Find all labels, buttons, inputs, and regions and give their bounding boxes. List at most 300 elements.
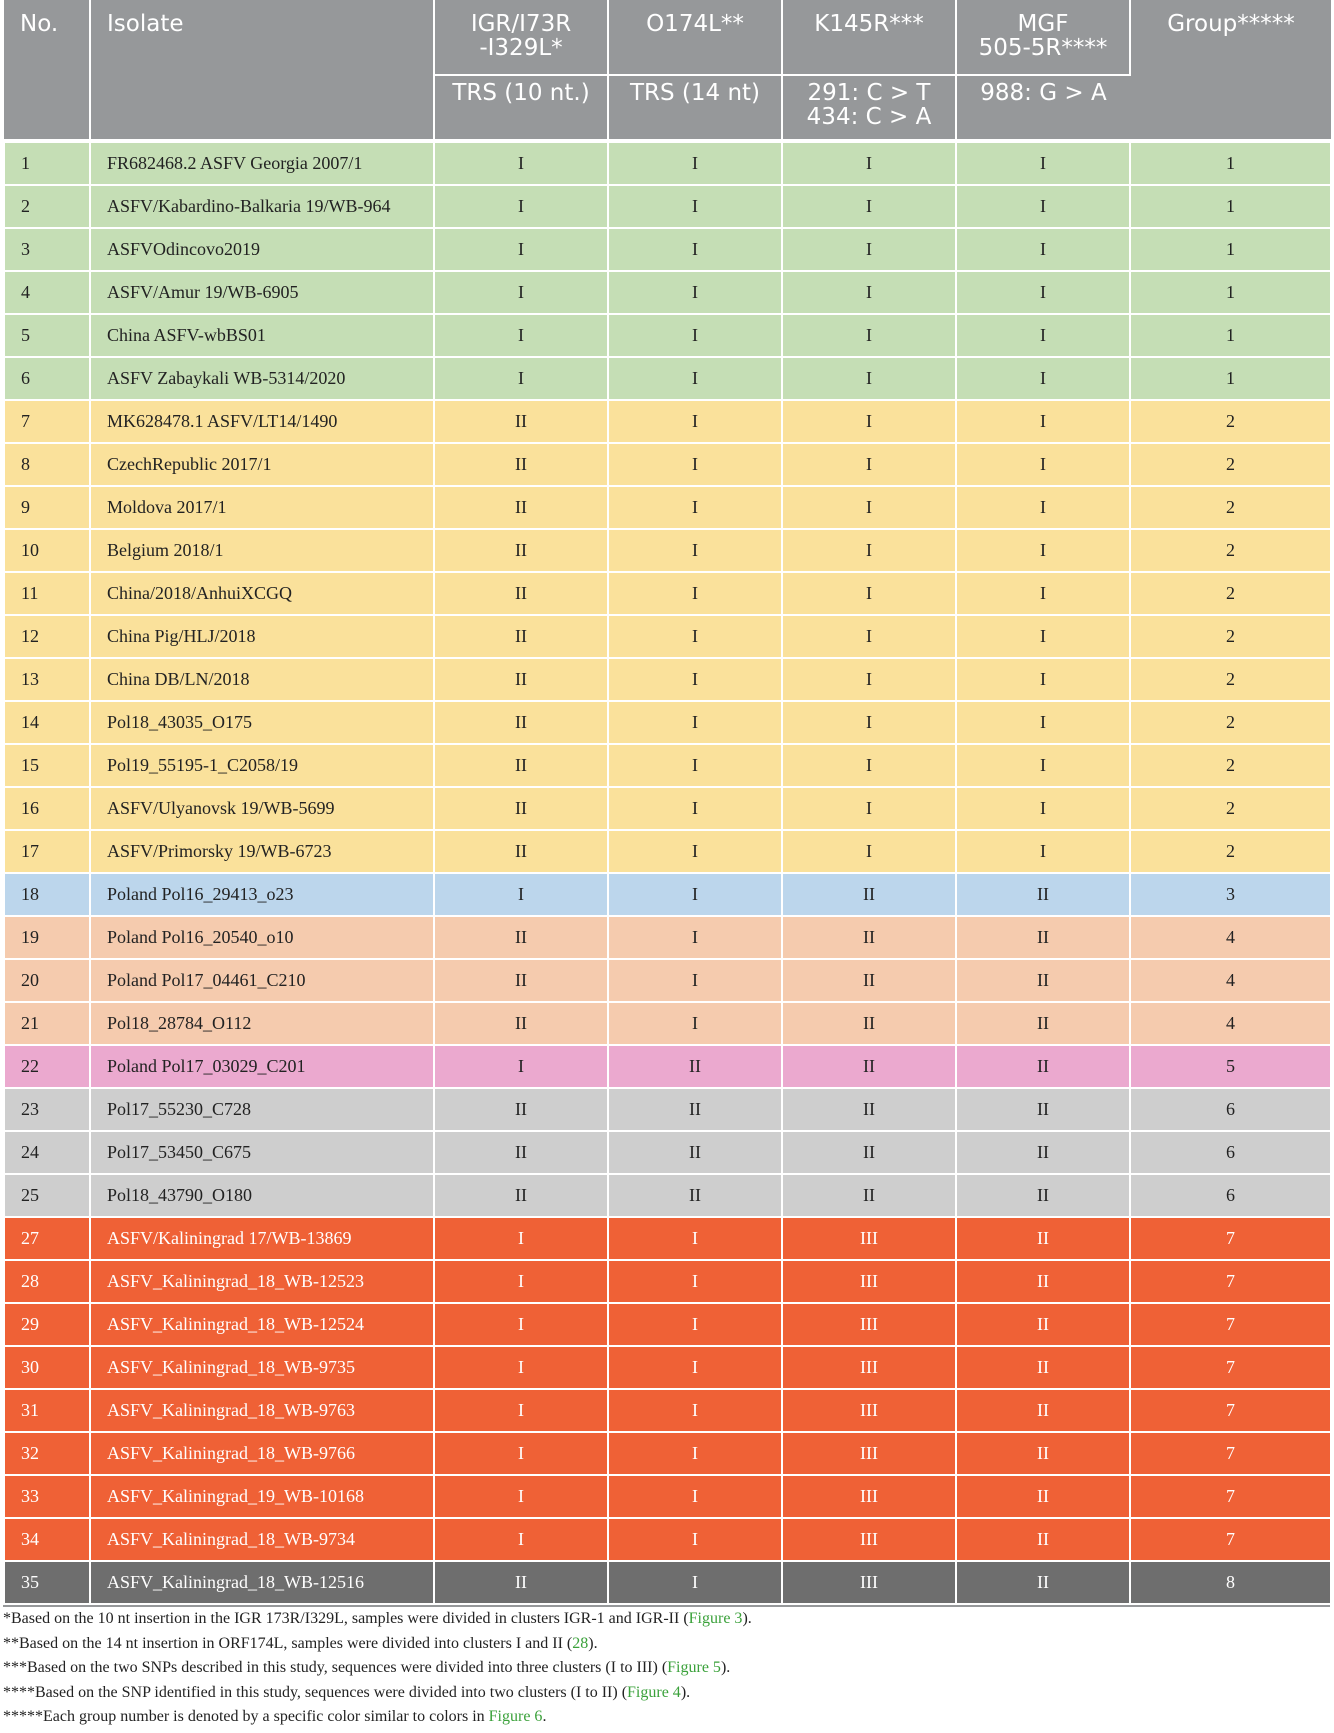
cell-o174l: I <box>608 787 782 830</box>
cell-no: 24 <box>4 1131 90 1174</box>
cell-k145r: I <box>782 443 956 486</box>
cell-isolate: ASFV/Amur 19/WB-6905 <box>90 271 434 314</box>
footnote-1: *Based on the 10 nt insertion in the IGR 173R/I329L, samples were divided in clusters IGR-1 and IGR-II (Figure 3). <box>3 1610 752 1627</box>
cell-o174l: I <box>608 529 782 572</box>
cell-isolate: ASFV_Kaliningrad_18_WB-9734 <box>90 1518 434 1561</box>
cell-o174l: I <box>608 486 782 529</box>
cell-o174l: I <box>608 1217 782 1260</box>
header-k145r: K145R*** <box>782 0 956 75</box>
cell-igr: II <box>434 615 608 658</box>
table-row <box>4 314 1331 357</box>
footnotes <box>3 1607 1330 1730</box>
cell-k145r: III <box>782 1518 956 1561</box>
cell-mgf: I <box>956 658 1130 701</box>
cell-igr: I <box>434 185 608 228</box>
cell-no: 28 <box>4 1260 90 1303</box>
cell-k145r: III <box>782 1260 956 1303</box>
cell-no: 5 <box>4 314 90 357</box>
cell-mgf: II <box>956 1088 1130 1131</box>
cell-mgf: II <box>956 1131 1130 1174</box>
table-row <box>4 228 1331 271</box>
cell-no: 23 <box>4 1088 90 1131</box>
cell-isolate: Pol17_55230_C728 <box>90 1088 434 1131</box>
cell-no: 12 <box>4 615 90 658</box>
cell-k145r: II <box>782 1045 956 1088</box>
cell-igr: II <box>434 400 608 443</box>
table-row <box>4 357 1331 400</box>
cell-isolate: Pol18_43035_O175 <box>90 701 434 744</box>
cell-group: 2 <box>1130 400 1331 443</box>
table-row <box>4 615 1331 658</box>
cell-group: 1 <box>1130 314 1331 357</box>
cell-mgf: I <box>956 141 1130 185</box>
table-row <box>4 1260 1331 1303</box>
cell-k145r: I <box>782 529 956 572</box>
cell-mgf: I <box>956 529 1130 572</box>
cell-group: 4 <box>1130 916 1331 959</box>
cell-group: 2 <box>1130 529 1331 572</box>
cell-mgf: I <box>956 486 1130 529</box>
subheader-o174l: TRS (14 nt) <box>608 75 782 141</box>
cell-o174l: I <box>608 141 782 185</box>
cell-k145r: I <box>782 658 956 701</box>
cell-igr: II <box>434 443 608 486</box>
cell-k145r: I <box>782 744 956 787</box>
cell-group: 2 <box>1130 744 1331 787</box>
cell-igr: I <box>434 1045 608 1088</box>
cell-group: 2 <box>1130 572 1331 615</box>
footnote-3: ***Based on the two SNPs described in this study, sequences were divided into three clusters (I to III) (Figure 5). <box>3 1659 731 1676</box>
cell-isolate: ASFV_Kaliningrad_19_WB-10168 <box>90 1475 434 1518</box>
cell-o174l: I <box>608 1561 782 1604</box>
cell-no: 10 <box>4 529 90 572</box>
cell-no: 2 <box>4 185 90 228</box>
table-body <box>4 141 1331 1604</box>
cell-mgf: II <box>956 1174 1130 1217</box>
table-row <box>4 1561 1331 1604</box>
cell-igr: I <box>434 314 608 357</box>
cell-group: 7 <box>1130 1432 1331 1475</box>
cell-no: 3 <box>4 228 90 271</box>
cell-mgf: I <box>956 787 1130 830</box>
cell-igr: I <box>434 357 608 400</box>
cell-no: 30 <box>4 1346 90 1389</box>
table-row <box>4 787 1331 830</box>
cell-group: 5 <box>1130 1045 1331 1088</box>
cell-no: 13 <box>4 658 90 701</box>
table-row <box>4 1045 1331 1088</box>
cell-igr: II <box>434 787 608 830</box>
header-mgf <box>956 0 1130 75</box>
cell-no: 18 <box>4 873 90 916</box>
cell-o174l: I <box>608 615 782 658</box>
cell-k145r: II <box>782 916 956 959</box>
cell-mgf: I <box>956 314 1130 357</box>
cell-o174l: I <box>608 1002 782 1045</box>
header-o174l: O174L** <box>608 0 782 75</box>
cell-no: 6 <box>4 357 90 400</box>
cell-group: 2 <box>1130 443 1331 486</box>
cell-isolate: ASFV_Kaliningrad_18_WB-9763 <box>90 1389 434 1432</box>
cell-isolate: Poland Pol16_29413_o23 <box>90 873 434 916</box>
cell-group: 7 <box>1130 1260 1331 1303</box>
cell-k145r: II <box>782 1002 956 1045</box>
cell-igr: I <box>434 1346 608 1389</box>
table-row <box>4 1174 1331 1217</box>
cell-k145r: I <box>782 357 956 400</box>
cell-k145r: III <box>782 1432 956 1475</box>
header-mgf-line2: 505-5R**** <box>978 35 1108 61</box>
cell-mgf: II <box>956 1389 1130 1432</box>
table-row <box>4 959 1331 1002</box>
cell-igr: I <box>434 228 608 271</box>
cell-group: 1 <box>1130 141 1331 185</box>
table-row <box>4 141 1331 185</box>
cell-k145r: I <box>782 486 956 529</box>
cell-no: 32 <box>4 1432 90 1475</box>
cell-no: 31 <box>4 1389 90 1432</box>
cell-group: 2 <box>1130 658 1331 701</box>
cell-k145r: I <box>782 787 956 830</box>
cell-igr: II <box>434 701 608 744</box>
cell-mgf: I <box>956 400 1130 443</box>
cell-group: 4 <box>1130 1002 1331 1045</box>
cell-igr: I <box>434 141 608 185</box>
cell-k145r: II <box>782 873 956 916</box>
cell-o174l: II <box>608 1088 782 1131</box>
table-row <box>4 529 1331 572</box>
cell-mgf: I <box>956 744 1130 787</box>
cell-isolate: China Pig/HLJ/2018 <box>90 615 434 658</box>
cell-mgf: II <box>956 1518 1130 1561</box>
cell-igr: I <box>434 1217 608 1260</box>
cell-mgf: I <box>956 572 1130 615</box>
cell-o174l: I <box>608 1260 782 1303</box>
figure-4-link[interactable]: Figure 4 <box>627 1683 681 1701</box>
table-row <box>4 873 1331 916</box>
figure-6-link[interactable]: Figure 6 <box>488 1708 543 1725</box>
table-row <box>4 701 1331 744</box>
cell-o174l: I <box>608 357 782 400</box>
cell-group: 7 <box>1130 1217 1331 1260</box>
subheader-k145r <box>782 75 956 141</box>
cell-mgf: II <box>956 1217 1130 1260</box>
cell-group: 2 <box>1130 615 1331 658</box>
cell-no: 21 <box>4 1002 90 1045</box>
table-row <box>4 1346 1331 1389</box>
cell-igr: I <box>434 1432 608 1475</box>
cell-k145r: III <box>782 1346 956 1389</box>
cell-no: 15 <box>4 744 90 787</box>
cell-group: 7 <box>1130 1518 1331 1561</box>
cell-igr: II <box>434 1002 608 1045</box>
cell-k145r: III <box>782 1217 956 1260</box>
cell-no: 20 <box>4 959 90 1002</box>
table-row <box>4 1475 1331 1518</box>
cell-no: 4 <box>4 271 90 314</box>
cell-mgf: I <box>956 443 1130 486</box>
cell-group: 7 <box>1130 1303 1331 1346</box>
cell-isolate: Pol19_55195-1_C2058/19 <box>90 744 434 787</box>
cell-o174l: I <box>608 658 782 701</box>
cell-isolate: ASFV/Kaliningrad 17/WB-13869 <box>90 1217 434 1260</box>
cell-isolate: ASFV_Kaliningrad_18_WB-9735 <box>90 1346 434 1389</box>
cell-group: 1 <box>1130 185 1331 228</box>
cell-no: 7 <box>4 400 90 443</box>
cell-no: 19 <box>4 916 90 959</box>
table-row <box>4 830 1331 873</box>
cell-no: 1 <box>4 141 90 185</box>
table-row <box>4 1518 1331 1561</box>
cell-mgf: II <box>956 1045 1130 1088</box>
cell-group: 8 <box>1130 1561 1331 1604</box>
table-row <box>4 443 1331 486</box>
cell-no: 27 <box>4 1217 90 1260</box>
cell-k145r: I <box>782 271 956 314</box>
cell-igr: II <box>434 830 608 873</box>
cell-k145r: I <box>782 185 956 228</box>
cell-isolate: CzechRepublic 2017/1 <box>90 443 434 486</box>
cell-k145r: I <box>782 701 956 744</box>
table-row <box>4 185 1331 228</box>
cell-k145r: II <box>782 1131 956 1174</box>
cell-isolate: Poland Pol17_04461_C210 <box>90 959 434 1002</box>
cell-o174l: I <box>608 572 782 615</box>
cell-isolate: ASFV/Kabardino-Balkaria 19/WB-964 <box>90 185 434 228</box>
cell-igr: II <box>434 916 608 959</box>
cell-mgf: I <box>956 615 1130 658</box>
cell-mgf: II <box>956 1303 1130 1346</box>
cell-mgf: II <box>956 1432 1130 1475</box>
cell-isolate: Pol17_53450_C675 <box>90 1131 434 1174</box>
reference-28-link[interactable]: 28 <box>572 1634 589 1652</box>
cell-isolate: ASFV/Ulyanovsk 19/WB-5699 <box>90 787 434 830</box>
cell-k145r: III <box>782 1389 956 1432</box>
figure-5-link[interactable]: Figure 5 <box>667 1659 721 1676</box>
cell-k145r: I <box>782 615 956 658</box>
cell-o174l: I <box>608 1518 782 1561</box>
header-group: Group***** <box>1130 0 1331 141</box>
cell-igr: I <box>434 1518 608 1561</box>
cell-igr: II <box>434 1131 608 1174</box>
footnote-5: *****Each group number is denoted by a specific color similar to colors in Figure 6. <box>3 1708 547 1725</box>
header-isolate: Isolate <box>90 0 434 141</box>
cell-o174l: I <box>608 873 782 916</box>
cell-o174l: I <box>608 400 782 443</box>
cell-group: 1 <box>1130 271 1331 314</box>
cell-k145r: III <box>782 1561 956 1604</box>
cell-igr: I <box>434 873 608 916</box>
cell-mgf: I <box>956 271 1130 314</box>
cell-group: 3 <box>1130 873 1331 916</box>
cell-igr: II <box>434 486 608 529</box>
cell-no: 25 <box>4 1174 90 1217</box>
cell-isolate: Pol18_28784_O112 <box>90 1002 434 1045</box>
cell-isolate: Moldova 2017/1 <box>90 486 434 529</box>
cell-group: 1 <box>1130 357 1331 400</box>
cell-igr: II <box>434 1174 608 1217</box>
table-row <box>4 1131 1331 1174</box>
cell-k145r: I <box>782 572 956 615</box>
cell-k145r: II <box>782 959 956 1002</box>
footnote-2: **Based on the 14 nt insertion in ORF174L, samples were divided into clusters I and II (28). <box>3 1634 598 1652</box>
cell-no: 11 <box>4 572 90 615</box>
header-igr-line2: -I329L* <box>479 35 563 61</box>
cell-group: 6 <box>1130 1088 1331 1131</box>
cell-igr: II <box>434 959 608 1002</box>
cell-group: 2 <box>1130 787 1331 830</box>
cell-isolate: ASFVOdincovo2019 <box>90 228 434 271</box>
cell-group: 1 <box>1130 228 1331 271</box>
cell-igr: II <box>434 529 608 572</box>
cell-k145r: I <box>782 228 956 271</box>
cell-no: 33 <box>4 1475 90 1518</box>
cell-isolate: ASFV_Kaliningrad_18_WB-12516 <box>90 1561 434 1604</box>
cell-group: 4 <box>1130 959 1331 1002</box>
table-row <box>4 1432 1331 1475</box>
isolate-table <box>3 0 1332 1605</box>
table-row <box>4 916 1331 959</box>
cell-k145r: III <box>782 1303 956 1346</box>
cell-o174l: I <box>608 701 782 744</box>
cell-igr: I <box>434 1260 608 1303</box>
cell-mgf: II <box>956 1002 1130 1045</box>
cell-mgf: II <box>956 1346 1130 1389</box>
cell-isolate: Poland Pol16_20540_o10 <box>90 916 434 959</box>
cell-no: 8 <box>4 443 90 486</box>
cell-k145r: I <box>782 400 956 443</box>
cell-k145r: II <box>782 1088 956 1131</box>
table-row <box>4 572 1331 615</box>
cell-k145r: I <box>782 141 956 185</box>
cell-o174l: I <box>608 1303 782 1346</box>
header-mgf-line1: MGF <box>1017 11 1069 37</box>
cell-o174l: I <box>608 1389 782 1432</box>
subheader-igr: TRS (10 nt.) <box>434 75 608 141</box>
table-header <box>4 0 1331 141</box>
cell-o174l: I <box>608 185 782 228</box>
cell-isolate: ASFV_Kaliningrad_18_WB-12523 <box>90 1260 434 1303</box>
cell-no: 16 <box>4 787 90 830</box>
cell-isolate: ASFV/Primorsky 19/WB-6723 <box>90 830 434 873</box>
cell-isolate: Pol18_43790_O180 <box>90 1174 434 1217</box>
cell-igr: II <box>434 572 608 615</box>
cell-k145r: II <box>782 1174 956 1217</box>
cell-mgf: I <box>956 228 1130 271</box>
cell-mgf: II <box>956 873 1130 916</box>
footnote-4: ****Based on the SNP identified in this study, sequences were divided into two clusters (I to II) (Figure 4). <box>3 1683 691 1701</box>
cell-no: 22 <box>4 1045 90 1088</box>
cell-group: 2 <box>1130 486 1331 529</box>
cell-mgf: II <box>956 1475 1130 1518</box>
cell-mgf: II <box>956 1561 1130 1604</box>
cell-igr: I <box>434 271 608 314</box>
cell-mgf: I <box>956 830 1130 873</box>
cell-mgf: II <box>956 959 1130 1002</box>
cell-no: 9 <box>4 486 90 529</box>
cell-no: 14 <box>4 701 90 744</box>
cell-o174l: I <box>608 314 782 357</box>
cell-igr: II <box>434 1088 608 1131</box>
cell-o174l: I <box>608 271 782 314</box>
cell-isolate: China ASFV-wbBS01 <box>90 314 434 357</box>
cell-igr: II <box>434 1561 608 1604</box>
cell-group: 6 <box>1130 1174 1331 1217</box>
cell-o174l: I <box>608 744 782 787</box>
table-row <box>4 1303 1331 1346</box>
cell-o174l: II <box>608 1174 782 1217</box>
cell-isolate: China DB/LN/2018 <box>90 658 434 701</box>
cell-no: 35 <box>4 1561 90 1604</box>
table-row <box>4 486 1331 529</box>
cell-isolate: China/2018/AnhuiXCGQ <box>90 572 434 615</box>
cell-group: 2 <box>1130 701 1331 744</box>
cell-no: 34 <box>4 1518 90 1561</box>
cell-mgf: II <box>956 1260 1130 1303</box>
cell-o174l: I <box>608 830 782 873</box>
header-igr-line1: IGR/I73R <box>470 11 572 37</box>
cell-k145r: I <box>782 830 956 873</box>
cell-igr: I <box>434 1475 608 1518</box>
table-row <box>4 744 1331 787</box>
cell-no: 17 <box>4 830 90 873</box>
subheader-k145r-line1: 291: C > T <box>807 80 931 106</box>
figure-3-link[interactable]: Figure 3 <box>688 1610 743 1627</box>
cell-group: 2 <box>1130 830 1331 873</box>
table-row <box>4 1389 1331 1432</box>
cell-o174l: I <box>608 228 782 271</box>
subheader-mgf: 988: G > A <box>956 75 1130 141</box>
table-row <box>4 1002 1331 1045</box>
cell-group: 7 <box>1130 1346 1331 1389</box>
cell-igr: II <box>434 658 608 701</box>
table-row <box>4 1217 1331 1260</box>
header-igr <box>434 0 608 75</box>
cell-group: 6 <box>1130 1131 1331 1174</box>
cell-isolate: ASFV Zabaykali WB-5314/2020 <box>90 357 434 400</box>
cell-isolate: ASFV_Kaliningrad_18_WB-9766 <box>90 1432 434 1475</box>
cell-mgf: I <box>956 185 1130 228</box>
cell-isolate: FR682468.2 ASFV Georgia 2007/1 <box>90 141 434 185</box>
table-row <box>4 1088 1331 1131</box>
cell-o174l: I <box>608 1475 782 1518</box>
cell-isolate: Belgium 2018/1 <box>90 529 434 572</box>
cell-isolate: Poland Pol17_03029_C201 <box>90 1045 434 1088</box>
cell-mgf: II <box>956 916 1130 959</box>
cell-o174l: II <box>608 1131 782 1174</box>
cell-o174l: I <box>608 1432 782 1475</box>
subheader-k145r-line2: 434: C > A <box>806 104 932 130</box>
cell-k145r: I <box>782 314 956 357</box>
cell-no: 29 <box>4 1303 90 1346</box>
cell-o174l: I <box>608 959 782 1002</box>
cell-isolate: MK628478.1 ASFV/LT14/1490 <box>90 400 434 443</box>
cell-o174l: I <box>608 443 782 486</box>
table-container <box>3 0 1330 1607</box>
table-row <box>4 271 1331 314</box>
cell-o174l: II <box>608 1045 782 1088</box>
cell-igr: II <box>434 744 608 787</box>
cell-mgf: I <box>956 357 1130 400</box>
cell-k145r: III <box>782 1475 956 1518</box>
cell-group: 7 <box>1130 1475 1331 1518</box>
cell-igr: I <box>434 1389 608 1432</box>
cell-group: 7 <box>1130 1389 1331 1432</box>
cell-isolate: ASFV_Kaliningrad_18_WB-12524 <box>90 1303 434 1346</box>
header-no: No. <box>4 0 90 141</box>
cell-o174l: I <box>608 1346 782 1389</box>
cell-mgf: I <box>956 701 1130 744</box>
